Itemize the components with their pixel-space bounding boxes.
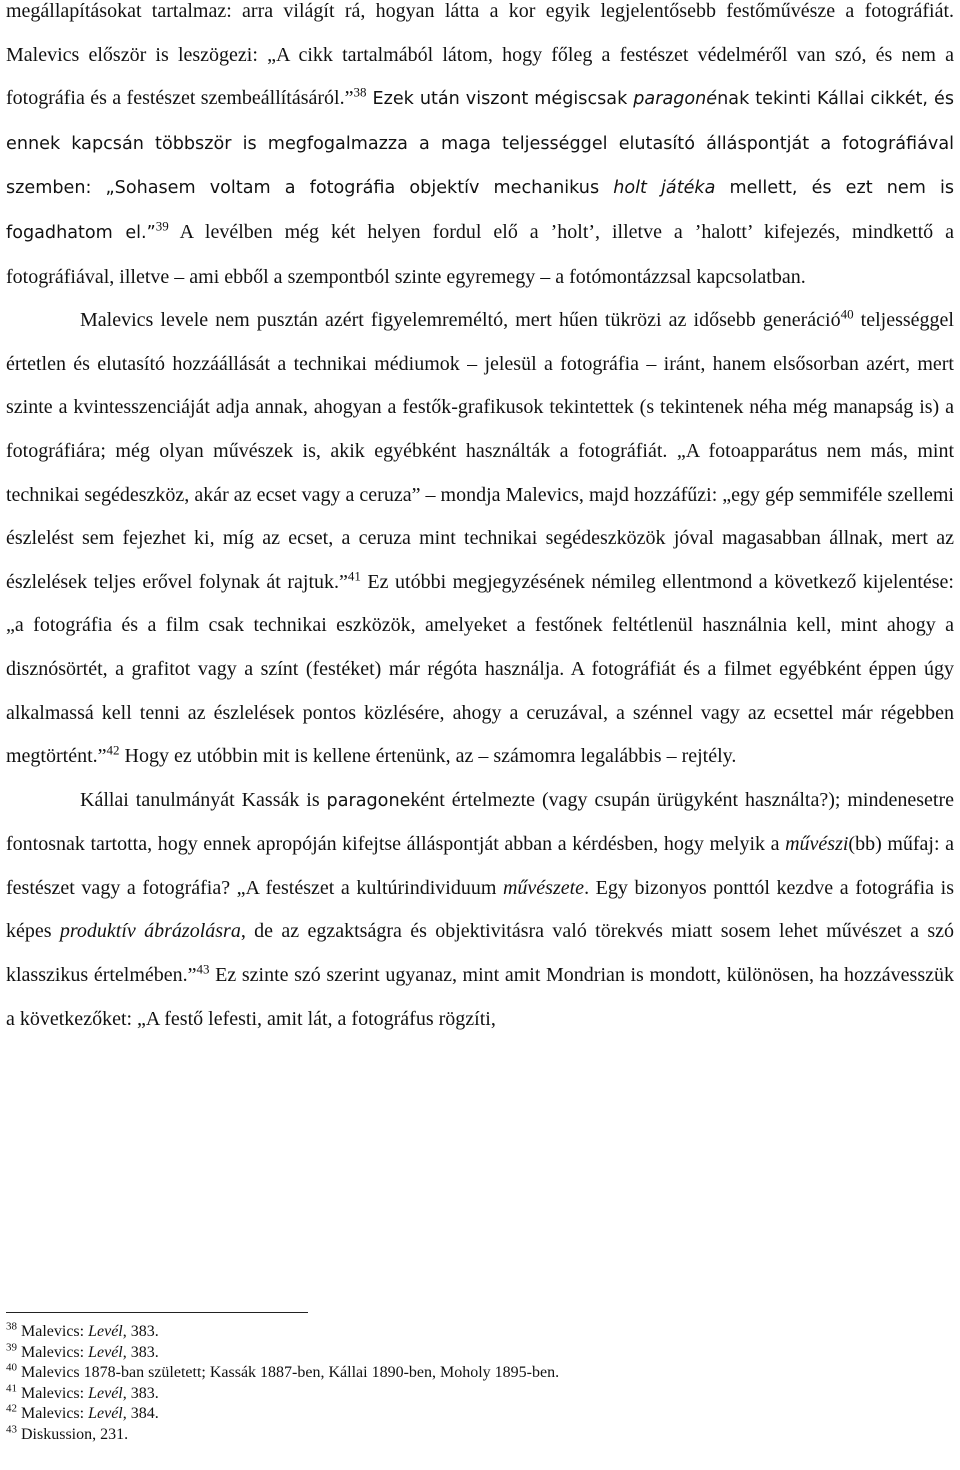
text-run: megállapításokat tartalmaz: arra világít rá, hogyan látta a kor egyik legjelentősebb festőművésze a fotográfiát. Malevics először is leszögezi: „A cikk tartalmából látom, hogy főleg a festészet védelméről van szó, és nem a fotográfia és a festészet szembeállításáról.” xyxy=(6,0,954,110)
italic-text: produktív ábrázolásra xyxy=(59,920,241,943)
italic-text: holt játéka xyxy=(613,178,716,199)
footnote xyxy=(6,1425,954,1446)
text-run: Malevics 1878-ban született; Kassák 1887-ben, Kállai 1890-ben, Moholy 1895-ben. xyxy=(21,1364,560,1382)
footnote-number: 39 xyxy=(6,1341,17,1354)
paragraph xyxy=(6,779,954,1042)
italic-text: művészi xyxy=(785,833,849,856)
text-run: . Egy bizonyos ponttól kezdve a fotográfia is képes xyxy=(6,876,954,943)
footnote xyxy=(6,1343,954,1364)
text-run: , de az egzaktságra és objektivitásra való törekvés miatt sosem lehet művészet a szó klasszikus értelmében.” xyxy=(6,920,954,987)
text-run: A levélben még két helyen fordul elő a ’holt’, illetve a ’halott’ kifejezés, mindkettő a fotográfiával, illetve – ami ebből a szempontból szinte egyremegy – a fotómontázzsal kapcsolatban. xyxy=(6,220,954,288)
text-run: Hogy ez utóbbin mit is kellene értenünk, az – számomra legalábbis – rejtély. xyxy=(119,745,737,768)
text-run: , 383. xyxy=(122,1323,159,1340)
footnote xyxy=(6,1363,954,1384)
italic-text: paragoné xyxy=(633,89,718,110)
text-run: Ez utóbbi megjegyzésének némileg ellentmond a következő kijelentése: „a fotográfia és a film csak technikai eszközök, amelyeket a festőnek feltétlenül használnia kell, mint ahogy a disznósörtét, a grafitot vagy a színt (festéket) már régóta használja. A fotográfiát és a filmet egyébként éppen úgy alkalmassá kell tenni az észlelések pontos közlésére, ahogy a ceruzával, a szénnel vagy az ecsettel már régebben megtörtént.” xyxy=(6,570,954,768)
text-run: , 383. xyxy=(122,1384,159,1402)
text-run: Malevics levele nem pusztán azért figyelemreméltó, mert hűen tükrözi az idősebb generáció xyxy=(80,309,841,332)
paragraph xyxy=(6,0,954,299)
footnote-ref: 42 xyxy=(106,742,120,758)
text-run: ként értelmezte (vagy csupán ürügyként használta?); mindenesetre fontosnak tartotta, hogy ennek apropóján kifejtse álláspontját abban a kérdésben, hogy melyik a xyxy=(6,788,954,856)
footnote xyxy=(6,1384,954,1405)
footnote xyxy=(6,1404,954,1425)
text-run: Diskussion, 231. xyxy=(21,1425,129,1443)
text-run: mellett, és ezt nem is fogadhatom el.” xyxy=(6,178,955,243)
text-run: paragone xyxy=(326,790,411,811)
text-run: , 384. xyxy=(122,1405,159,1423)
text-run: , 383. xyxy=(122,1343,159,1361)
italic-text: Levél xyxy=(88,1323,123,1340)
footnote-number: 42 xyxy=(6,1403,17,1416)
footnote-ref: 39 xyxy=(155,218,169,234)
text-run: teljességgel értetlen és elutasító hozzáállását a technikai médiumok – jelesül a fotográfia – iránt, hanem elsősorban azért, mert szinte a kvintesszenciáját adja annak, ahogyan a festők-grafikusok tekintettek (s tekintenek néha még manapság is) a fotográfiára; még olyan művészek is, akik egyébként használták a fotográfiát. „A fotoapparátus nem más, mint technikai segédeszköz, akár az ecset vagy a ceruza” – mondja Malevics, majd hozzáfűzi: „egy gép semmiféle szellemi észlelést sem fejezhet ki, míg az ecset, a ceruza mint technikai segédeszközök jóval magasabban állnak, mert az észlelések teljes erővel folynak át rajtuk.” xyxy=(6,309,954,593)
footnote-ref: 41 xyxy=(347,568,361,584)
text-run: Ezek után viszont mégiscsak xyxy=(366,89,634,110)
footnote-number: 43 xyxy=(6,1423,17,1436)
text-run: Malevics: xyxy=(21,1384,89,1402)
footnotes xyxy=(6,1322,954,1446)
text-run: Malevics: xyxy=(21,1405,89,1423)
footnote-number: 38 xyxy=(6,1320,17,1333)
text-run: Malevics: xyxy=(21,1323,89,1340)
footnote xyxy=(6,1322,954,1343)
footnote-ref: 38 xyxy=(353,84,367,100)
text-run: Malevics: xyxy=(21,1343,89,1361)
italic-text: Levél xyxy=(88,1343,123,1361)
footnote-separator xyxy=(6,1312,308,1313)
body-text xyxy=(6,0,954,1041)
text-run: Ez szinte szó szerint ugyanaz, mint amit Mondrian is mondott, különösen, ha hozzávesszük a következőket: „A festő lefesti, amit lát, a fotográfus rögzíti, xyxy=(6,964,954,1030)
paragraph xyxy=(6,299,954,779)
footnote-ref: 40 xyxy=(840,306,854,322)
text-run: nak tekinti Kállai cikkét, és ennek kapcsán többször is megfogalmazza a maga teljességgel elutasító álláspontját a fotográfiával szemben: „Sohasem voltam a fotográfia objektív mechanikus xyxy=(6,89,954,199)
footnote-number: 40 xyxy=(6,1361,17,1374)
italic-text: művészete xyxy=(502,876,585,899)
footnote-ref: 43 xyxy=(196,961,210,977)
footnote-number: 41 xyxy=(6,1382,17,1395)
text-run: Kállai tanulmányát Kassák is xyxy=(80,788,327,811)
italic-text: Levél xyxy=(88,1384,123,1402)
italic-text: Levél xyxy=(88,1405,123,1423)
text-run: (bb) műfaj: a festészet vagy a fotográfia? „A festészet a kultúrindividuum xyxy=(6,833,955,899)
